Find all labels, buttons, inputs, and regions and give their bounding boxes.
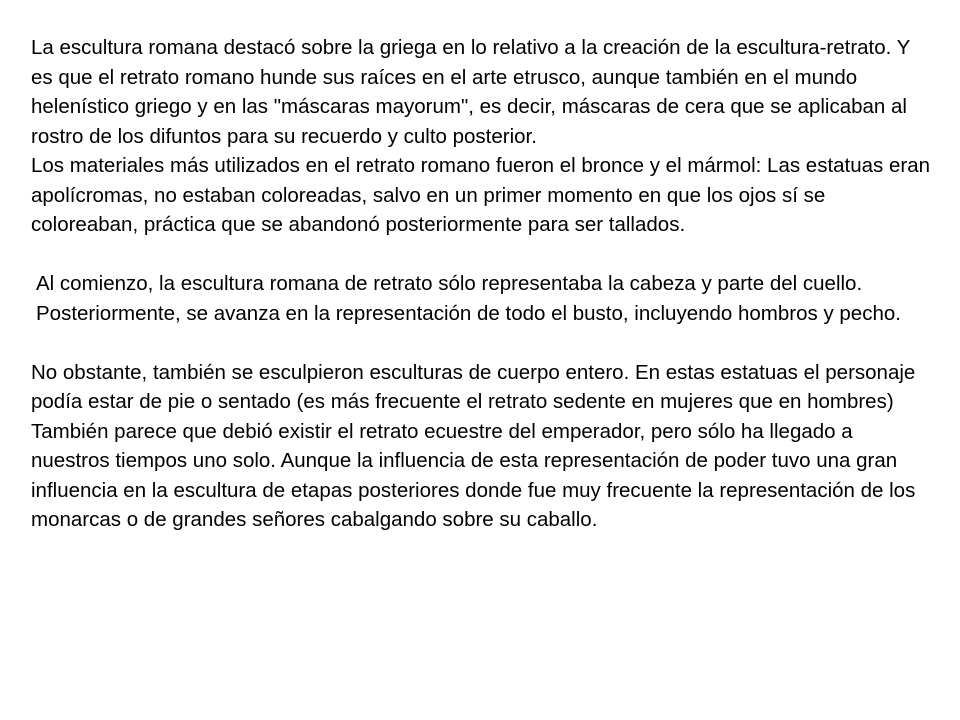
paragraph-spacer (31, 328, 936, 358)
paragraph-portrait-origins: La escultura romana destacó sobre la griega en lo relativo a la creación de la escultura-retrato. Y es que el retrato romano hunde sus raíces en el arte etrusco, aunque también en el mundo helenístico griego y en las "máscaras mayorum", es decir, máscaras de cera que se aplicaban al rostro de los difuntos para su recuerdo y culto posterior. (31, 36, 910, 148)
paragraph-spacer (31, 240, 936, 270)
paragraph-materials: Los materiales más utilizados en el retrato romano fueron el bronce y el mármol: Las estatuas eran apolícromas, no estaban coloreadas, salvo en un primer momento en que los ojos sí se coloreaban, práctica que se abandonó posteriormente para ser tallados. (31, 154, 931, 236)
body-text (31, 33, 936, 535)
paragraph-full-body: No obstante, también se esculpieron esculturas de cuerpo entero. En estas estatuas el personaje podía estar de pie o sentado (es más frecuente el retrato sedente en mujeres que en hombres) (31, 360, 916, 413)
paragraph-equestrian: También parece que debió existir el retrato ecuestre del emperador, pero sólo ha llegado a nuestros tiempos uno solo. Aunque la influencia de esta representación de poder tuvo una gran influencia en la escultura de etapas posteriores donde fue muy frecuente la representación de los monarcas o de grandes señores cabalgando sobre su caballo. (31, 419, 916, 531)
paragraph-bust-evolution: Al comienzo, la escultura romana de retrato sólo representaba la cabeza y parte del cuello. Posteriormente, se avanza en la representación de todo el busto, incluyendo hombros y pecho. (36, 272, 901, 325)
